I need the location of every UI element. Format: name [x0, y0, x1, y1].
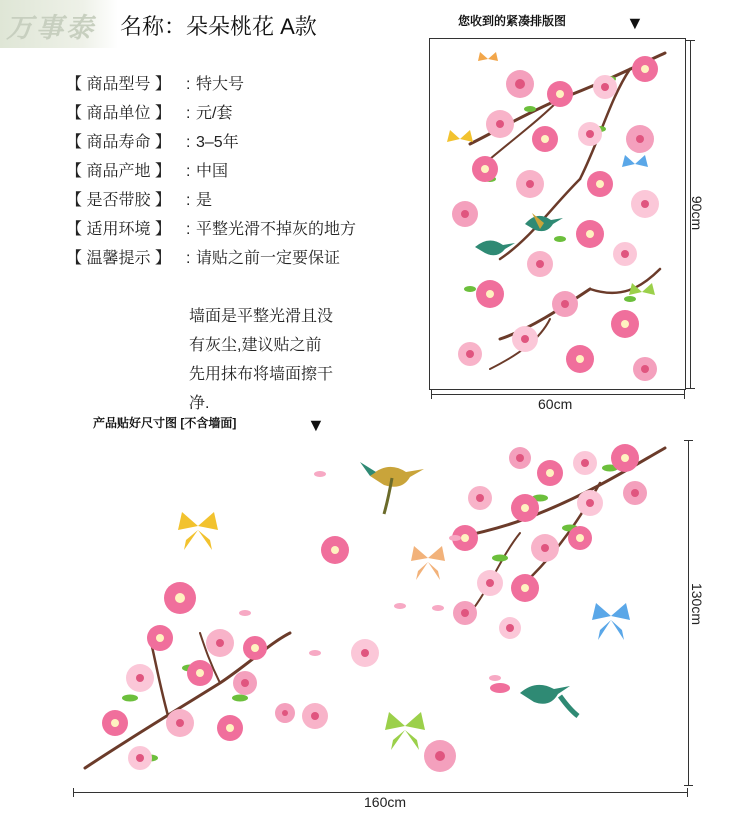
dimension-tick [684, 390, 685, 399]
compact-height-label: 90cm [689, 195, 706, 231]
spec-label: 【 商品寿命 】 [66, 134, 171, 151]
spec-label: 【 温馨提示 】 [66, 250, 171, 267]
spec-row [66, 215, 386, 244]
spec-row [66, 70, 386, 99]
spec-value: 中国 [196, 163, 229, 180]
spec-value: 是 [196, 192, 213, 209]
spec-separator: : [186, 76, 191, 93]
dimension-tick [684, 440, 693, 441]
spec-row [66, 186, 386, 215]
spec-label: 【 适用环境 】 [66, 221, 171, 238]
hummingbird-icon [475, 213, 563, 255]
down-arrow-icon: ▼ [307, 415, 325, 435]
spec-value: 请贴之前一定要保证 [196, 250, 341, 267]
spec-row [66, 157, 386, 186]
spec-value: 特大号 [196, 76, 245, 93]
compact-illustration [430, 39, 685, 389]
leaves [122, 465, 618, 762]
applied-width-dimension-line [73, 792, 687, 793]
spec-separator: : [186, 134, 191, 151]
width-dimension-line [431, 394, 684, 395]
spec-separator: : [186, 250, 191, 267]
butterfly-icon [178, 512, 630, 750]
spec-label: 【 商品型号 】 [66, 76, 171, 93]
spec-list [66, 70, 386, 412]
spec-row [66, 244, 386, 273]
compact-heading: 您收到的紧凑排版图 [458, 14, 567, 28]
compact-layout-preview [429, 38, 686, 390]
dimension-tick [73, 788, 74, 797]
down-arrow-icon: ▼ [626, 13, 644, 33]
spec-label: 【 商品产地 】 [66, 163, 171, 180]
logo-text: 万事泰 [6, 13, 96, 44]
blossom-icon [102, 444, 647, 772]
tip-line: 有灰尘,建议贴之前 [189, 337, 322, 354]
blossom-icon [452, 56, 659, 381]
spec-separator: : [186, 192, 191, 209]
dimension-tick [684, 785, 693, 786]
applied-illustration [70, 438, 680, 783]
spec-row [66, 128, 386, 157]
applied-height-label: 130cm [689, 582, 706, 626]
tip-line: 净. [189, 395, 210, 412]
spec-separator: : [186, 163, 191, 180]
dimension-tick [431, 390, 432, 399]
applied-width-label: 160cm [364, 794, 407, 810]
tip-line: 先用抹布将墙面擦干 [189, 366, 334, 383]
tip-continuation [189, 302, 389, 418]
spec-label: 【 是否带胶 】 [66, 192, 171, 209]
product-title: 名称：朵朵桃花 A款 [120, 14, 317, 39]
dimension-tick [686, 40, 695, 41]
brand-logo [0, 0, 118, 48]
spec-value: 元/套 [196, 105, 233, 122]
dimension-tick [687, 788, 688, 797]
spec-separator: : [186, 105, 191, 122]
tip-line: 墙面是平整光滑且没 [189, 308, 334, 325]
spec-label: 【 商品单位 】 [66, 105, 171, 122]
applied-heading: 产品贴好尺寸图 [不含墙面] [93, 416, 237, 430]
compact-width-label: 60cm [538, 396, 573, 412]
spec-row [66, 99, 386, 128]
dimension-tick [686, 388, 695, 389]
spec-value: 平整光滑不掉灰的地方 [196, 221, 357, 238]
spec-separator: : [186, 221, 191, 238]
spec-value: 3–5年 [196, 134, 239, 151]
